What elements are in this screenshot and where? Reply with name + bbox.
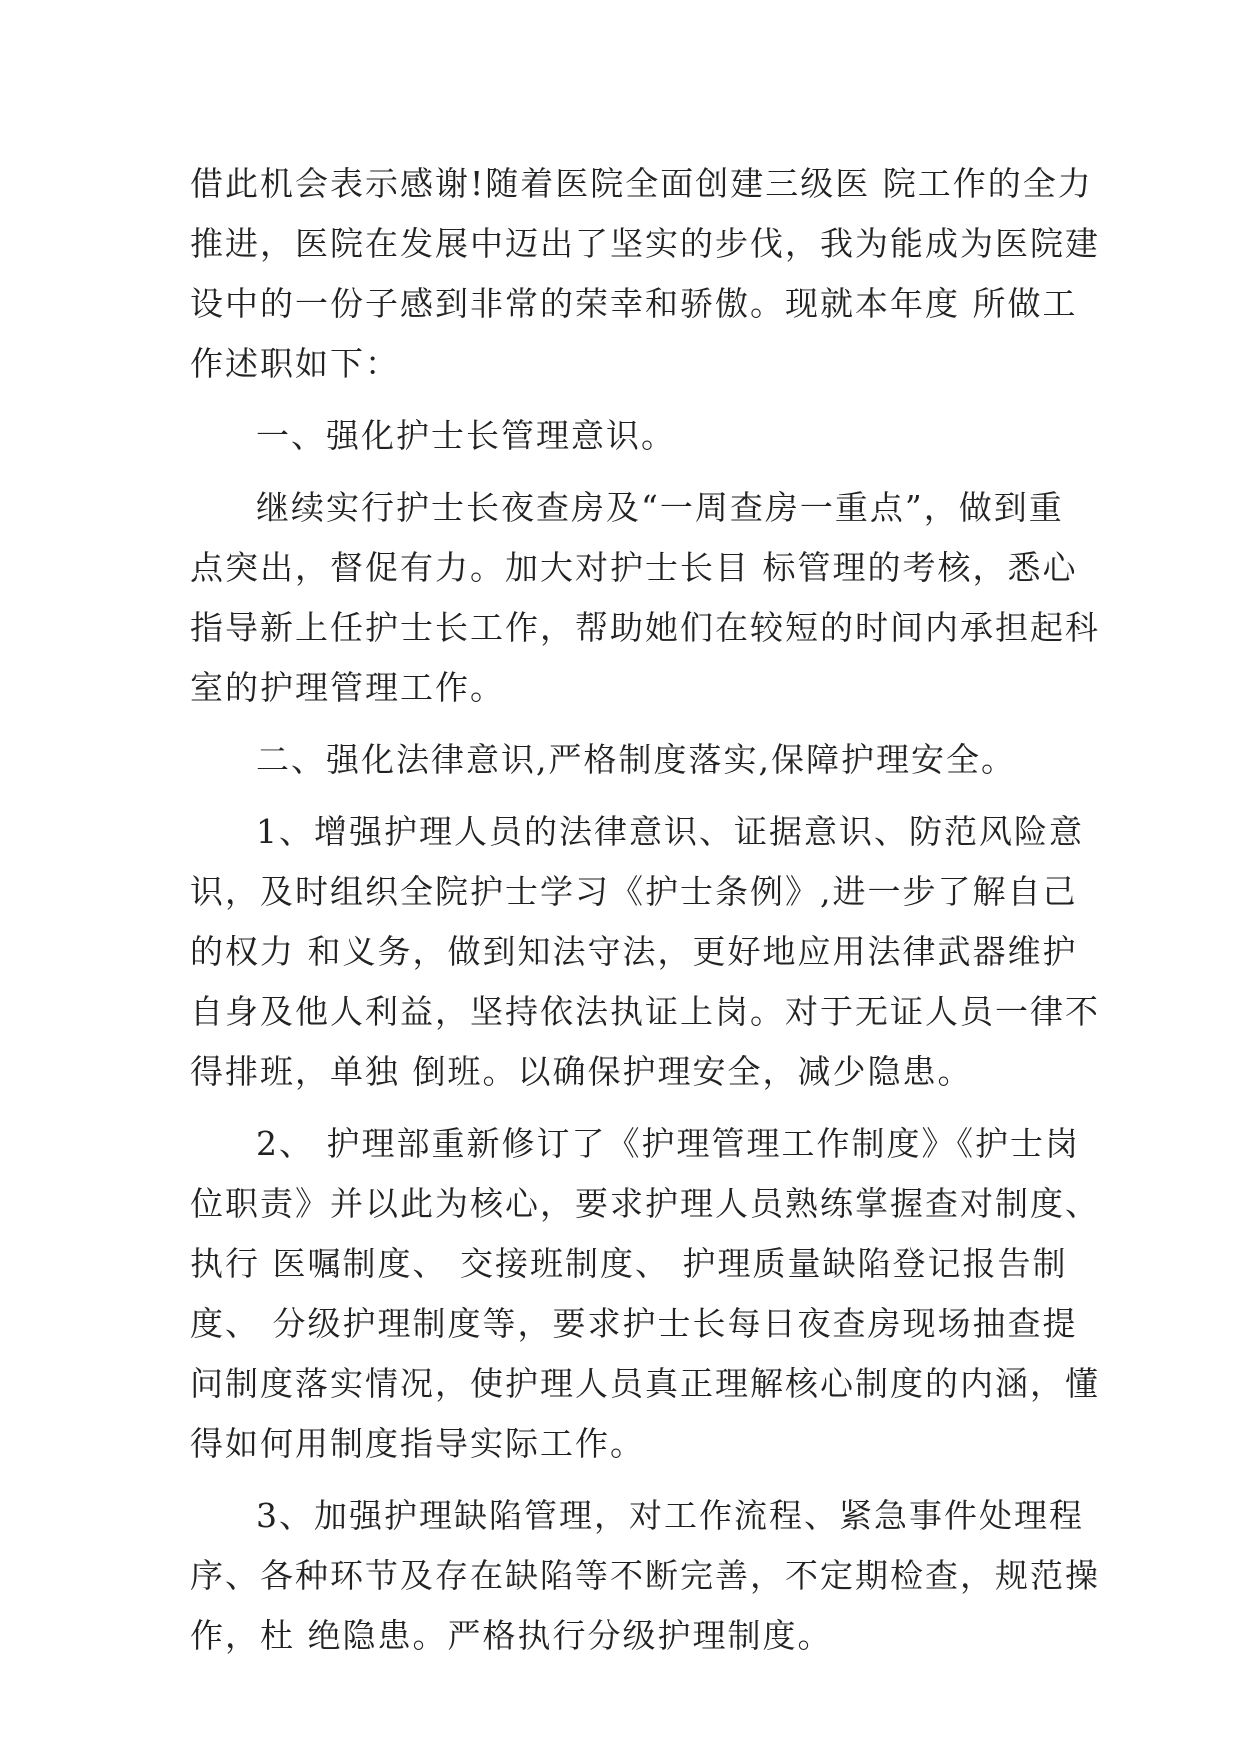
- body-line: 度、 分级护理制度等，要求护士长每日夜查房现场抽查提: [190, 1304, 1078, 1343]
- section-heading-1: 一、强化护士长管理意识。: [256, 416, 676, 455]
- paragraph-gap: [190, 1474, 1070, 1486]
- body-line: 点突出，督促有力。加大对护士长目 标管理的考核，悉心: [190, 548, 1078, 587]
- body-line: 序、各种环节及存在缺陷等不断完善，不定期检查，规范操: [190, 1556, 1100, 1595]
- body-line: 识，及时组织全院护士学习《护士条例》,进一步了解自己: [190, 872, 1078, 911]
- body-line: 的权力 和义务，做到知法守法，更好地应用法律武器维护: [190, 932, 1078, 971]
- body-line: 作，杜 绝隐患。严格执行分级护理制度。: [190, 1616, 833, 1655]
- paragraph-gap: [190, 466, 1070, 478]
- paragraph-gap: [190, 1102, 1070, 1114]
- paragraph-gap: [190, 790, 1070, 802]
- paragraph-gap: [190, 718, 1070, 730]
- body-line: 推进，医院在发展中迈出了坚实的步伐，我为能成为医院建: [190, 224, 1100, 263]
- body-line: 得排班，单独 倒班。以确保护理安全，减少隐患。: [190, 1052, 973, 1091]
- body-line: 指导新上任护士长工作，帮助她们在较短的时间内承担起科: [190, 608, 1100, 647]
- body-line: 1、增强护理人员的法律意识、证据意识、防范风险意: [256, 812, 1084, 851]
- document-body: [190, 154, 1100, 1666]
- body-line: 设中的一份子感到非常的荣幸和骄傲。现就本年度 所做工: [190, 284, 1078, 323]
- body-line: 问制度落实情况，使护理人员真正理解核心制度的内涵，懂: [190, 1364, 1100, 1403]
- body-line: 自身及他人利益，坚持依法执证上岗。对于无证人员一律不: [190, 992, 1100, 1031]
- body-line: 室的护理管理工作。: [190, 668, 505, 707]
- section-heading-2: 二、强化法律意识,严格制度落实,保障护理安全。: [256, 740, 1016, 779]
- body-line: 作述职如下：: [190, 344, 400, 383]
- body-line: 得如何用制度指导实际工作。: [190, 1424, 645, 1463]
- body-line: 2、 护理部重新修订了《护理管理工作制度》《护士岗: [256, 1124, 1080, 1163]
- paragraph-gap: [190, 394, 1070, 406]
- body-line: 位职责》并以此为核心，要求护理人员熟练掌握查对制度、: [190, 1184, 1100, 1223]
- body-line: 借此机会表示感谢!随着医院全面创建三级医 院工作的全力: [190, 164, 1093, 203]
- body-line: 执行 医嘱制度、 交接班制度、 护理质量缺陷登记报告制: [190, 1244, 1068, 1283]
- body-line: 继续实行护士长夜查房及“一周查房一重点”，做到重: [256, 488, 1064, 527]
- body-line: 3、加强护理缺陷管理，对工作流程、紧急事件处理程: [256, 1496, 1084, 1535]
